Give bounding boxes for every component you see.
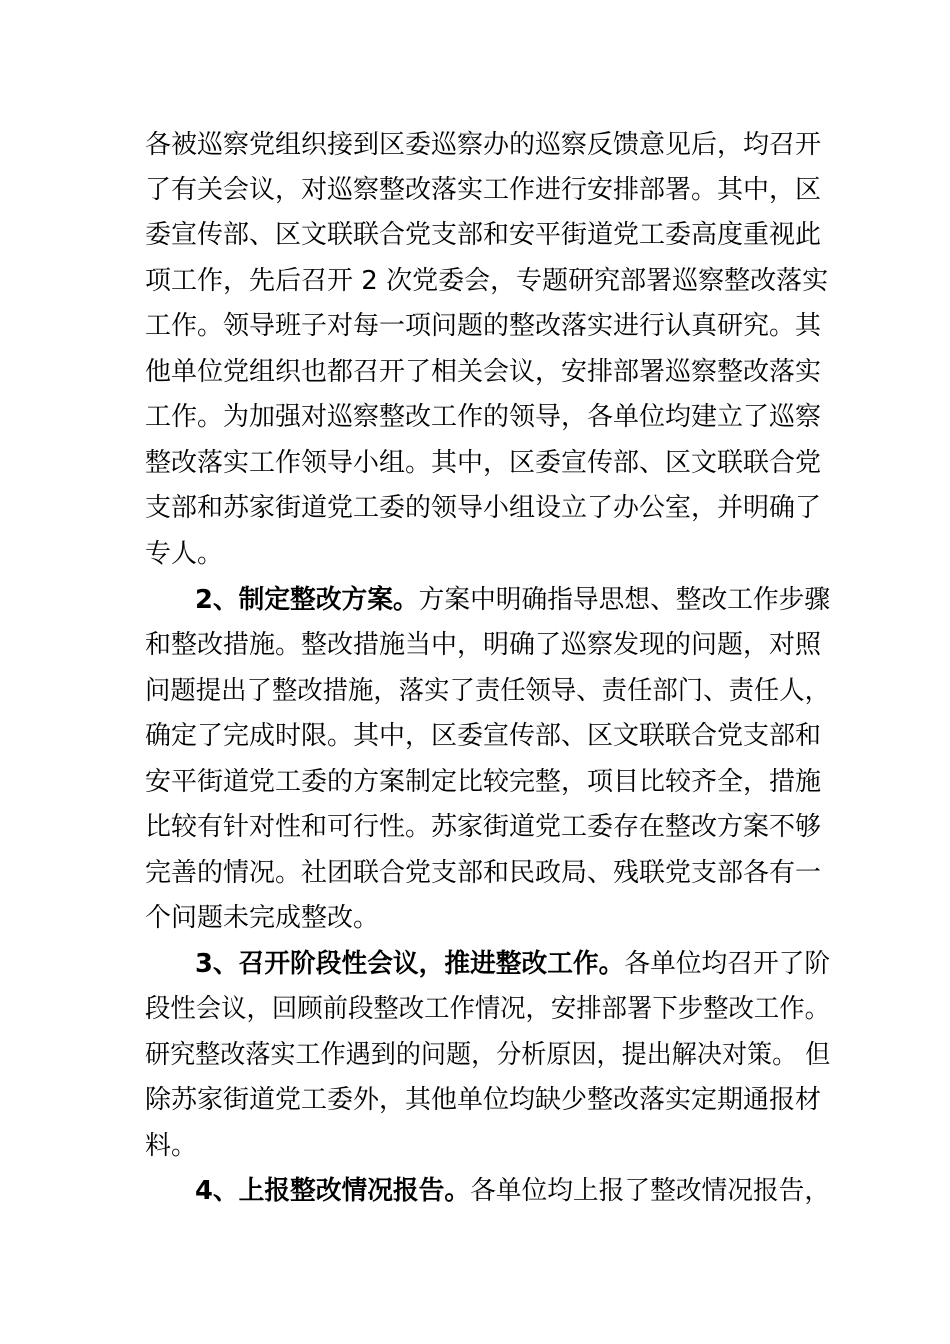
paragraph-first-line — [195, 1171, 830, 1211]
text-line: 安平街道党工委的方案制定比较完整，项目比较齐全，措施 — [145, 767, 822, 797]
text-line: 比较有针对性和可行性。苏家街道党工委存在整改方案不够 — [145, 812, 822, 842]
text-line: 了有关会议，对巡察整改落实工作进行安排部署。其中，区 — [145, 175, 822, 205]
text-line: 各被巡察党组织接到区委巡察办的巡察反馈意见后，均召开 — [145, 130, 822, 160]
section-heading: 2、制定整改方案。 — [195, 585, 419, 615]
section-heading: 3、召开阶段性会议，推进整改工作。 — [195, 949, 625, 979]
text-span: 各单位均上报了整改情况报告， — [470, 1176, 831, 1206]
paragraph-first-line — [195, 944, 830, 984]
text-line: 确定了完成时限。其中，区委宣传部、区文联联合党支部和 — [145, 721, 822, 751]
text-line: 工作。为加强对巡察整改工作的领导，各单位均建立了巡察 — [145, 402, 822, 432]
text-span: 方案中明确指导思想、整改工作步骤 — [418, 585, 831, 615]
text-line: 料。 — [145, 1131, 198, 1161]
text-line: 段性会议，回顾前段整改工作情况，安排部署下步整改工作。 — [145, 994, 831, 1024]
text-line: 专人。 — [145, 539, 224, 569]
text-line: 和整改措施。整改措施当中，明确了巡察发现的问题，对照 — [145, 630, 822, 660]
text-line: 支部和苏家街道党工委的领导小组设立了办公室，并明确了 — [145, 493, 822, 523]
text-line: 项工作，先后召开 2 次党委会，专题研究部署巡察整改落实 — [145, 266, 829, 296]
text-line: 除苏家街道党工委外，其他单位均缺少整改落实定期通报材 — [145, 1085, 822, 1115]
text-line: 整改落实工作领导小组。其中，区委宣传部、区文联联合党 — [145, 448, 822, 478]
text-line: 完善的情况。社团联合党支部和民政局、残联党支部各有一 — [145, 858, 822, 888]
text-line: 他单位党组织也都召开了相关会议，安排部署巡察整改落实 — [145, 357, 822, 387]
text-line: 研究整改落实工作遇到的问题，分析原因，提出解决对策。 但 — [145, 1040, 831, 1070]
text-line: 工作。领导班子对每一项问题的整改落实进行认真研究。其 — [145, 311, 822, 341]
text-line: 问题提出了整改措施，落实了责任领导、责任部门、责任人， — [145, 676, 831, 706]
text-span: 各单位均召开了阶 — [624, 949, 831, 979]
text-line: 委宣传部、区文联联合党支部和安平街道党工委高度重视此 — [145, 220, 822, 250]
section-heading: 4、上报整改情况报告。 — [195, 1176, 471, 1206]
paragraph-first-line — [195, 580, 830, 620]
text-line: 个问题未完成整改。 — [145, 903, 380, 933]
